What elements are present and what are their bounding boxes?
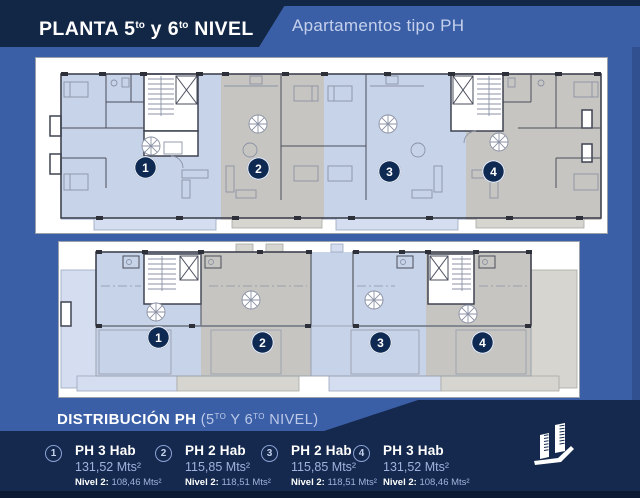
unit-area: 115,85 Mts² (185, 460, 251, 474)
unit-number-badge: 2 (155, 445, 172, 462)
floorplan-level1-drawing (36, 58, 607, 233)
unit-marker-1: 1 (134, 156, 157, 179)
distribution-section (0, 400, 640, 498)
floorplan-level2-panel (58, 241, 580, 398)
stair-core-right (428, 254, 474, 304)
unit-marker-3: 3 (378, 160, 401, 183)
distribution-item-4 (353, 443, 470, 488)
unit-number-badge: 1 (45, 445, 62, 462)
unit-marker-4: 4 (482, 160, 505, 183)
unit-type: PH 3 Hab (383, 443, 444, 458)
unit-marker-3: 3 (369, 331, 392, 354)
distribution-item-2 (155, 443, 271, 488)
unit-marker-4: 4 (471, 331, 494, 354)
unit-type: PH 2 Hab (291, 443, 352, 458)
unit-type: PH 2 Hab (185, 443, 246, 458)
unit-marker-1: 1 (147, 326, 170, 349)
unit-number-badge: 3 (261, 445, 278, 462)
distribution-item-1 (45, 443, 162, 488)
unit-level2-area: Nivel 2: 108,46 Mts² (383, 477, 470, 488)
stair-core-left (144, 254, 201, 304)
distribution-title: DISTRIBUCIÓN PH ($5^{TO}$ Y $6^{TO}$ NIVEL) (57, 411, 319, 428)
right-edge-shade (632, 47, 640, 400)
unit-area: 131,52 Mts² (383, 460, 450, 474)
unit-level2-area: Nivel 2: 108,46 Mts² (75, 477, 162, 488)
unit-level2-area: Nivel 2: 118,51 Mts² (185, 477, 271, 488)
floorplan-level1-panel (35, 57, 608, 234)
buildings-icon (528, 421, 586, 473)
unit-marker-2: 2 (251, 331, 274, 354)
floorplan-level2-drawing (59, 242, 579, 397)
unit-type: PH 3 Hab (75, 443, 136, 458)
unit-level2-area: Nivel 2: 118,51 Mts² (291, 477, 377, 488)
unit-area: 131,52 Mts² (75, 460, 142, 474)
unit-marker-2: 2 (247, 157, 270, 180)
unit-number-badge: 4 (353, 445, 370, 462)
developer-logo (528, 421, 586, 473)
page-title: PLANTA $5^{to}$ y $6^{to}$ NIVEL (39, 18, 254, 40)
page-subtitle: Apartamentos tipo PH (292, 16, 465, 35)
unit-area: 115,85 Mts² (291, 460, 357, 474)
bottom-edge-bar (0, 491, 640, 498)
